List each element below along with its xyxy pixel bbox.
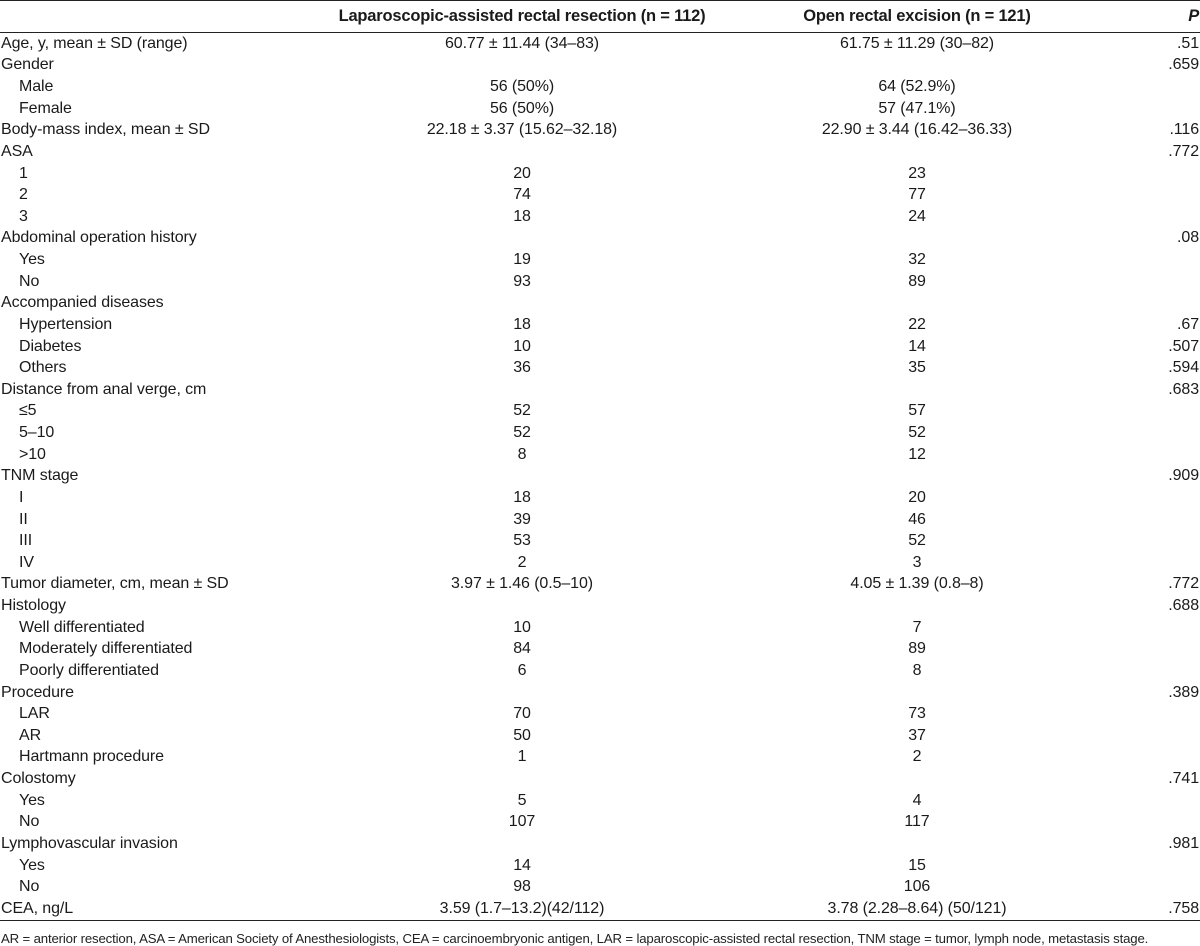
laparoscopic-value: 52 — [513, 424, 531, 442]
laparoscopic-value: 3.59 (1.7–13.2)(42/112) — [439, 899, 605, 917]
row-label: Abdominal operation history — [1, 229, 197, 247]
row-label: Colostomy — [1, 770, 76, 788]
table-row — [0, 639, 1200, 661]
p-value: .51 — [1177, 34, 1199, 52]
row-label: ≤5 — [19, 402, 37, 420]
open-value: 57 (47.1%) — [878, 99, 956, 117]
table-row — [0, 855, 1200, 877]
table-row — [0, 790, 1200, 812]
table-row — [0, 466, 1200, 488]
laparoscopic-value: 84 — [513, 640, 531, 658]
laparoscopic-value: 107 — [508, 813, 536, 831]
laparoscopic-value: 6 — [517, 661, 527, 679]
row-label: Yes — [19, 251, 45, 269]
row-label: Gender — [1, 56, 54, 74]
table-row — [0, 120, 1200, 142]
table-header-row — [0, 1, 1200, 32]
p-value: .772 — [1168, 142, 1199, 160]
p-value: .594 — [1168, 359, 1199, 377]
table-row — [0, 682, 1200, 704]
open-value: 117 — [904, 813, 930, 831]
open-value: 89 — [908, 272, 926, 290]
table-body — [0, 33, 1200, 920]
open-value: 15 — [908, 856, 926, 874]
row-label: Body-mass index, mean ± SD — [1, 121, 210, 139]
row-label: Hartmann procedure — [19, 748, 164, 766]
p-value: .659 — [1168, 56, 1199, 74]
row-label: Procedure — [1, 683, 74, 701]
p-value: .741 — [1168, 770, 1199, 788]
row-label: ASA — [1, 142, 33, 160]
table-row — [0, 768, 1200, 790]
row-label: No — [19, 813, 40, 831]
open-value: 73 — [908, 705, 926, 723]
open-value: 23 — [908, 164, 926, 182]
p-value: .116 — [1169, 121, 1199, 139]
laparoscopic-value: 3.97 ± 1.46 (0.5–10) — [451, 575, 593, 593]
open-value: 32 — [908, 251, 926, 269]
table-row — [0, 401, 1200, 423]
table-row — [0, 271, 1200, 293]
table-row — [0, 314, 1200, 336]
table-row — [0, 552, 1200, 574]
row-label: AR — [19, 726, 42, 744]
row-label: 2 — [19, 186, 28, 204]
table-row — [0, 833, 1200, 855]
row-label: Histology — [1, 597, 66, 615]
table-row — [0, 184, 1200, 206]
row-label: No — [19, 878, 40, 896]
table-row — [0, 530, 1200, 552]
table-row — [0, 444, 1200, 466]
row-label: CEA, ng/L — [1, 899, 74, 917]
laparoscopic-value: 8 — [517, 445, 527, 463]
open-value: 64 (52.9%) — [878, 78, 956, 96]
laparoscopic-value: 56 (50%) — [489, 99, 555, 117]
laparoscopic-value: 74 — [513, 186, 531, 204]
row-label: No — [19, 272, 40, 290]
open-value: 8 — [912, 661, 922, 679]
header-p-value: P — [1188, 7, 1199, 25]
laparoscopic-value: 39 — [513, 510, 531, 528]
open-value: 89 — [908, 640, 926, 658]
row-label: 5–10 — [19, 424, 55, 442]
laparoscopic-value: 56 (50%) — [489, 78, 555, 96]
table-row — [0, 379, 1200, 401]
open-value: 52 — [908, 424, 926, 442]
table-row — [0, 595, 1200, 617]
p-value: .389 — [1168, 683, 1199, 701]
open-value: 46 — [908, 510, 926, 528]
row-label: Tumor diameter, cm, mean ± SD — [1, 575, 229, 593]
open-value: 24 — [908, 207, 926, 225]
open-value: 77 — [908, 186, 926, 204]
laparoscopic-value: 19 — [513, 251, 531, 269]
row-label: II — [19, 510, 28, 528]
row-label: Poorly differentiated — [19, 661, 159, 679]
table-row — [0, 33, 1200, 55]
row-label: 3 — [19, 207, 28, 225]
row-label: LAR — [19, 705, 50, 723]
p-value: .507 — [1168, 337, 1199, 355]
table-row — [0, 574, 1200, 596]
laparoscopic-value: 93 — [513, 272, 531, 290]
table-row — [0, 228, 1200, 250]
row-label: I — [19, 488, 24, 506]
table-row — [0, 876, 1200, 898]
table-row — [0, 422, 1200, 444]
row-label: Accompanied diseases — [1, 294, 164, 312]
row-label: TNM stage — [1, 467, 79, 485]
laparoscopic-value: 18 — [513, 488, 531, 506]
row-label: III — [19, 532, 33, 550]
table-row — [0, 336, 1200, 358]
open-value: 2 — [912, 748, 922, 766]
laparoscopic-value: 60.77 ± 11.44 (34–83) — [444, 34, 600, 52]
header-open: Open rectal excision (n = 121) — [803, 7, 1031, 25]
row-label: Female — [19, 99, 72, 117]
row-label: Diabetes — [19, 337, 82, 355]
open-value: 14 — [908, 337, 926, 355]
row-label: Hypertension — [19, 315, 113, 333]
open-value: 37 — [908, 726, 926, 744]
open-value: 22 — [908, 315, 926, 333]
table-row — [0, 509, 1200, 531]
row-label: >10 — [19, 445, 46, 463]
row-label: Age, y, mean ± SD (range) — [1, 34, 188, 52]
table-row — [0, 55, 1200, 77]
header-laparoscopic: Laparoscopic-assisted rectal resection (n = 112) — [338, 7, 706, 25]
row-label: 1 — [19, 164, 28, 182]
open-value: 52 — [908, 532, 926, 550]
p-value: .67 — [1177, 315, 1199, 333]
table-row — [0, 293, 1200, 315]
table-row — [0, 487, 1200, 509]
row-label: Lymphovascular invasion — [1, 834, 178, 852]
open-value: 4.05 ± 1.39 (0.8–8) — [850, 575, 984, 593]
table-row — [0, 98, 1200, 120]
table-row — [0, 812, 1200, 834]
open-value: 12 — [908, 445, 926, 463]
open-value: 57 — [908, 402, 926, 420]
table-row — [0, 898, 1200, 920]
laparoscopic-value: 5 — [517, 791, 527, 809]
table-row — [0, 163, 1200, 185]
table-footnote: AR = anterior resection, ASA = American Society of Anesthesiologists, CEA = carcinoembryonic antigen, LAR = laparoscopic-assisted rectal resection, TNM stage = tumor, lymph node, metastasis stage. — [1, 930, 1149, 946]
laparoscopic-value: 22.18 ± 3.37 (15.62–32.18) — [426, 121, 618, 139]
table-row — [0, 357, 1200, 379]
laparoscopic-value: 20 — [513, 164, 531, 182]
table-row — [0, 206, 1200, 228]
table-row — [0, 660, 1200, 682]
row-label: Distance from anal verge, cm — [1, 380, 207, 398]
row-label: Male — [19, 78, 54, 96]
laparoscopic-value: 52 — [513, 402, 531, 420]
laparoscopic-value: 14 — [513, 856, 531, 874]
row-label: Yes — [19, 791, 45, 809]
laparoscopic-value: 70 — [513, 705, 531, 723]
p-value: .909 — [1168, 467, 1199, 485]
laparoscopic-value: 2 — [517, 553, 527, 571]
open-value: 3.78 (2.28–8.64) (50/121) — [827, 899, 1007, 917]
open-value: 3 — [912, 553, 922, 571]
open-value: 4 — [912, 791, 922, 809]
row-label: Yes — [19, 856, 45, 874]
p-value: .683 — [1168, 380, 1199, 398]
open-value: 61.75 ± 11.29 (30–82) — [839, 34, 995, 52]
table-row — [0, 725, 1200, 747]
open-value: 35 — [908, 359, 926, 377]
laparoscopic-value: 36 — [513, 359, 531, 377]
laparoscopic-value: 10 — [513, 618, 531, 636]
p-value: .08 — [1177, 229, 1199, 247]
open-value: 7 — [912, 618, 922, 636]
laparoscopic-value: 53 — [513, 532, 531, 550]
row-label: Well differentiated — [19, 618, 145, 636]
laparoscopic-value: 10 — [513, 337, 531, 355]
row-label: Moderately differentiated — [19, 640, 193, 658]
table-row — [0, 76, 1200, 98]
open-value: 106 — [903, 878, 931, 896]
table-row — [0, 249, 1200, 271]
p-value: .758 — [1168, 899, 1199, 917]
laparoscopic-value: 18 — [513, 207, 531, 225]
laparoscopic-value: 50 — [513, 726, 531, 744]
p-value: .772 — [1168, 575, 1199, 593]
p-value: .688 — [1168, 597, 1199, 615]
table-row — [0, 747, 1200, 769]
row-label: Others — [19, 359, 67, 377]
open-value: 20 — [908, 488, 926, 506]
laparoscopic-value: 98 — [513, 878, 531, 896]
table-row — [0, 703, 1200, 725]
p-value: .981 — [1168, 834, 1199, 852]
laparoscopic-value: 18 — [513, 315, 531, 333]
open-value: 22.90 ± 3.44 (16.42–36.33) — [821, 121, 1013, 139]
table-row — [0, 617, 1200, 639]
row-label: IV — [19, 553, 34, 571]
laparoscopic-value: 1 — [517, 748, 527, 766]
table-row — [0, 141, 1200, 163]
